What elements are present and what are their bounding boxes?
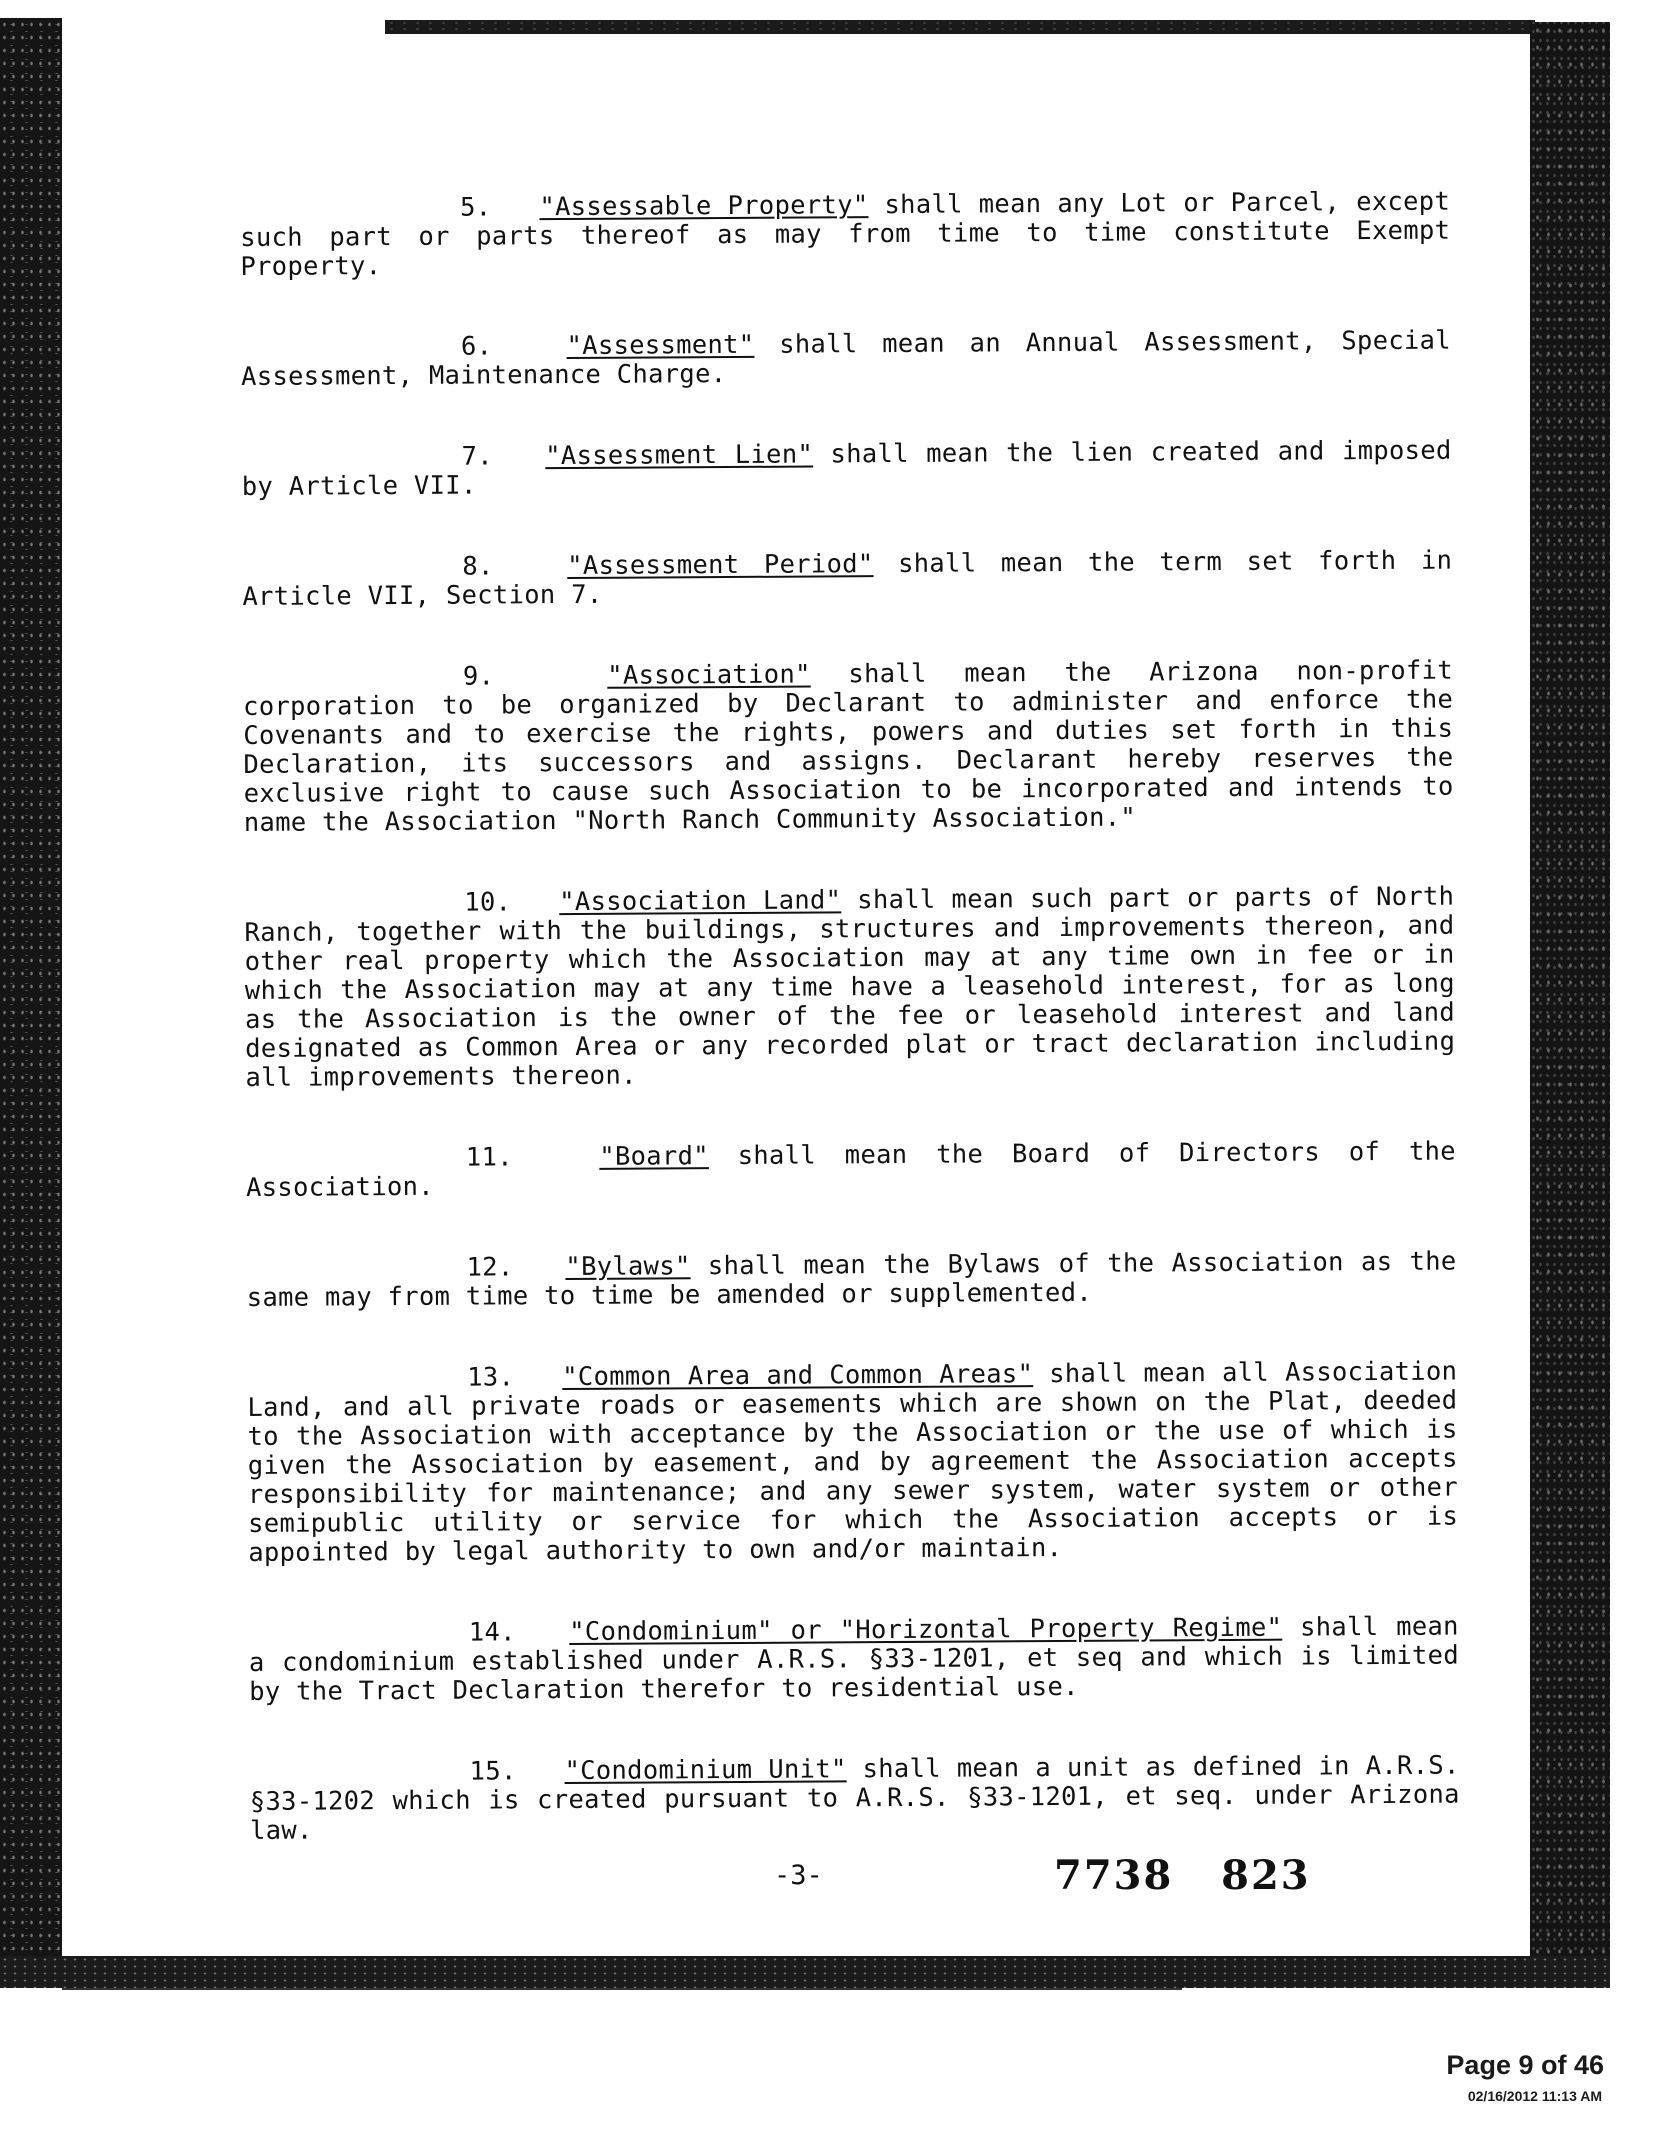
- definition-text: shall mean the Arizona non-profit corporation to be organized by Declarant to administer and enforce the Covenants and to exercise the rights, powers and duties set forth in this Declaration, its successors and assigns. Declarant hereby reserves the exclusive right to cause such Association to be incorporated and intends to name the Association "North Ranch Community Association.": [243, 655, 1454, 838]
- defined-term: "Common Area and Common Areas": [562, 1359, 1034, 1393]
- definition-11: [246, 1138, 1456, 1203]
- definition-text: shall mean any Lot or Parcel, except such part or parts thereof as may from time to time constitute Exempt Property.: [240, 186, 1451, 282]
- definition-text: shall mean a unit as defined in A.R.S. §33-1202 which is created pursuant to A.R.S. §33-1201, et seq. under Arizona law.: [249, 1750, 1460, 1846]
- defined-term: "Assessment Lien": [545, 439, 814, 472]
- definition-number: 5.: [459, 192, 492, 223]
- definition-text: shall mean all Association Land, and all private roads or easements which are shown on the Plat, deeded to the Association with acceptance by the Association or the use of which is given the Association by easement, and by agreement the Association accepts responsibility for maintenance; and any sewer system, water system or other semipublic utility or service for which the Association accepts or is appointed by legal authority to own and/or maintain.: [247, 1356, 1459, 1568]
- defined-term: "Condominium Unit": [564, 1754, 847, 1787]
- defined-term: "Association": [607, 659, 811, 691]
- definition-number: 13.: [467, 1362, 515, 1393]
- scan-border-bottom: [0, 1956, 1610, 1988]
- defined-term: "Assessment Period": [567, 549, 874, 582]
- defined-term: "Condominium" or "Horizontal Property Regime": [569, 1612, 1283, 1648]
- definition-number: 8.: [462, 551, 494, 582]
- definition-text: shall mean the term set forth in Article VII, Section 7.: [242, 545, 1453, 612]
- page-count: Page 9 of 46: [1446, 2050, 1604, 2080]
- defined-term: "Association Land": [559, 885, 842, 918]
- defined-term: "Bylaws": [565, 1251, 691, 1283]
- definition-10: [244, 883, 1455, 1093]
- definition-12: [246, 1248, 1456, 1313]
- definition-number: 11.: [465, 1142, 513, 1173]
- scan-border-top: [385, 20, 1535, 34]
- definition-number: 6.: [460, 331, 493, 362]
- scan-edge-line: [62, 1988, 1182, 1990]
- defined-term: "Board": [599, 1141, 709, 1172]
- defined-term: "Assessable Property": [539, 190, 869, 223]
- definition-text: shall mean an Annual Assessment, Special Assessment, Maintenance Charge.: [241, 325, 1452, 392]
- recording-book: 7738: [1054, 1852, 1174, 1899]
- definition-number: 14.: [468, 1617, 516, 1648]
- definition-9: [243, 657, 1454, 838]
- page-number: -3-: [774, 1860, 823, 1891]
- definition-14: [249, 1613, 1460, 1707]
- definition-text: shall mean the Board of Directors of the Association.: [245, 1136, 1456, 1203]
- definition-6: [241, 327, 1451, 392]
- defined-term: "Assessment": [566, 329, 755, 362]
- recording-page: 823: [1221, 1852, 1311, 1899]
- definition-number: 15.: [469, 1756, 517, 1787]
- definition-text: shall mean the lien created and imposed by Article VII.: [241, 435, 1452, 502]
- scan-border-right: [1530, 22, 1610, 1988]
- definition-7: [242, 437, 1452, 502]
- definition-text: shall mean such part or parts of North Ranch, together with the buildings, structures and improvements thereon, and other real property which the Association may at any time own in fee or in which the Association may at any time have a leasehold interest, for as long as the Association is the owner of the fee or leasehold interest and land designated as Common Area or any recorded plat or tract declaration including all improvements thereon.: [244, 881, 1456, 1093]
- definition-5: [240, 188, 1451, 282]
- timestamp: 02/16/2012 11:13 AM: [1467, 2088, 1602, 2104]
- definition-number: 12.: [466, 1252, 514, 1283]
- definition-number: 10.: [464, 887, 512, 918]
- scan-border-left: [0, 18, 62, 1988]
- definition-13: [247, 1358, 1458, 1568]
- definition-15: [250, 1752, 1461, 1846]
- definition-8: [242, 547, 1452, 612]
- definition-number: 9.: [462, 661, 495, 692]
- recording-book-page: [1054, 1852, 1311, 1899]
- definition-text: shall mean a condominium established under A.R.S. §33-1201, et seq and which is limited by the Tract Declaration therefor to residential use.: [248, 1611, 1460, 1707]
- document-body: [240, 188, 1460, 1898]
- definition-number: 7.: [461, 441, 494, 472]
- definition-text: shall mean the Bylaws of the Association as the same may from time to time be amended or supplemented.: [246, 1246, 1457, 1313]
